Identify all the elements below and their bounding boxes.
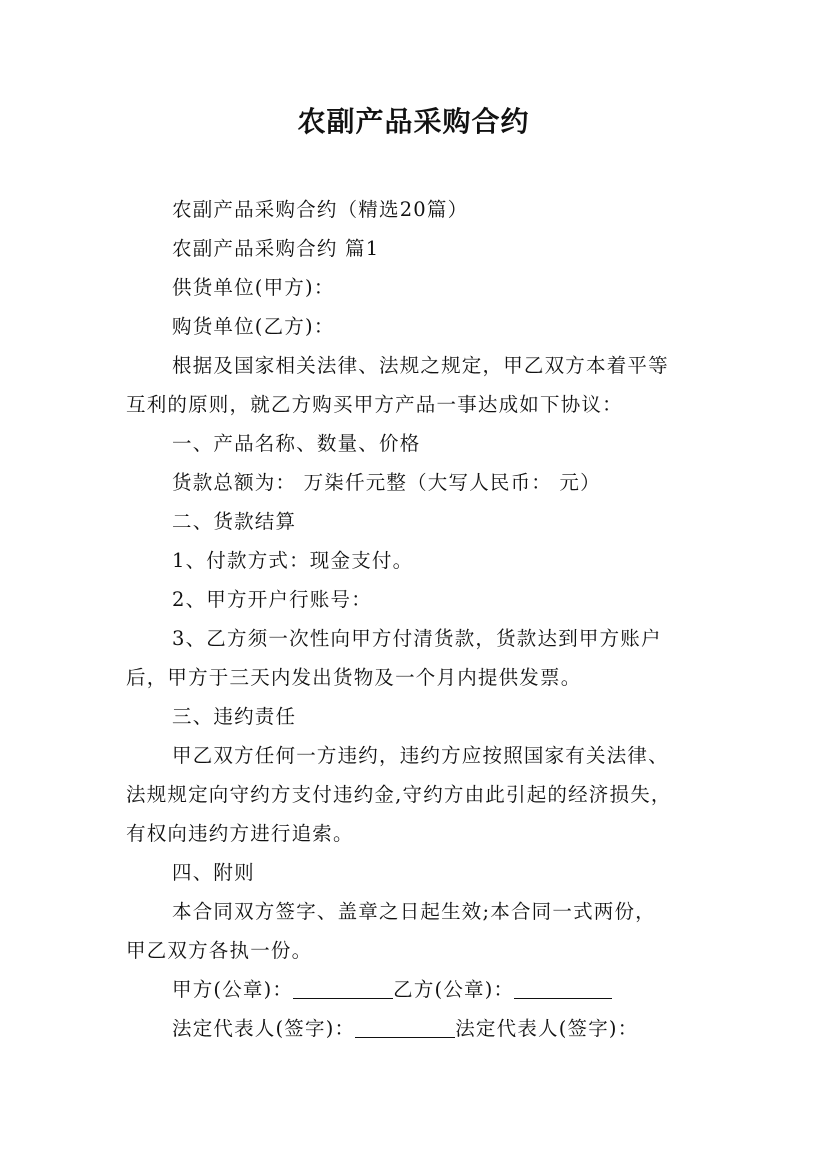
clause3-line-3: 有权向违约方进行追索。 bbox=[126, 822, 354, 845]
clause1-amount: 货款总额为： 万柒仟元整（大写人民币： 元） bbox=[172, 471, 601, 494]
clause3-line-2: 法规规定向守约方支付违约金,守约方由此引起的经济损失， bbox=[126, 783, 672, 806]
signature-rep-row bbox=[126, 1009, 726, 1048]
supplier-label: 供货单位(甲方)： bbox=[172, 276, 335, 299]
clause4-heading: 四、附则 bbox=[172, 861, 255, 884]
party-b-seal-blank bbox=[514, 976, 612, 999]
document-title: 农副产品采购合约 bbox=[297, 105, 530, 138]
party-a-seal-label: 甲方(公章)： bbox=[172, 978, 294, 1001]
buyer-label: 购货单位(乙方)： bbox=[172, 315, 335, 338]
clause3-heading: 三、违约责任 bbox=[172, 705, 297, 728]
party-a-rep-label: 法定代表人(签字)： bbox=[172, 1017, 356, 1040]
clause2-item-2: 2、甲方开户行账号： bbox=[172, 588, 372, 611]
intro-line-1: 根据及国家相关法律、法规之规定，甲乙双方本着平等 bbox=[172, 354, 669, 377]
clause4-line-1: 本合同双方签字、盖章之日起生效;本合同一式两份， bbox=[172, 900, 656, 923]
clause2-item-1: 1、付款方式：现金支付。 bbox=[172, 549, 414, 572]
clause3-line-1: 甲乙双方任何一方违约，违约方应按照国家有关法律、 bbox=[172, 744, 669, 767]
section-heading: 农副产品采购合约 篇1 bbox=[172, 237, 380, 260]
party-b-rep-label: 法定代表人(签字)： bbox=[455, 1017, 639, 1040]
clause2-heading: 二、货款结算 bbox=[172, 510, 297, 533]
clause2-item-3-line-2: 后，甲方于三天内发出货物及一个月内提供发票。 bbox=[126, 666, 582, 689]
clause4-line-2: 甲乙双方各执一份。 bbox=[126, 939, 313, 962]
party-b-seal-label: 乙方(公章)： bbox=[393, 978, 515, 1001]
signature-seal-row bbox=[126, 970, 726, 1009]
party-a-rep-blank bbox=[355, 1015, 455, 1038]
document-body bbox=[126, 190, 726, 1048]
intro-line-2: 互利的原则，就乙方购买甲方产品一事达成如下协议： bbox=[126, 393, 623, 416]
party-a-seal-blank bbox=[293, 976, 393, 999]
clause1-heading: 一、产品名称、数量、价格 bbox=[172, 432, 421, 455]
clause2-item-3-line-1: 3、乙方须一次性向甲方付清货款，货款达到甲方账户 bbox=[172, 627, 662, 650]
subtitle: 农副产品采购合约（精选20篇） bbox=[172, 198, 469, 221]
